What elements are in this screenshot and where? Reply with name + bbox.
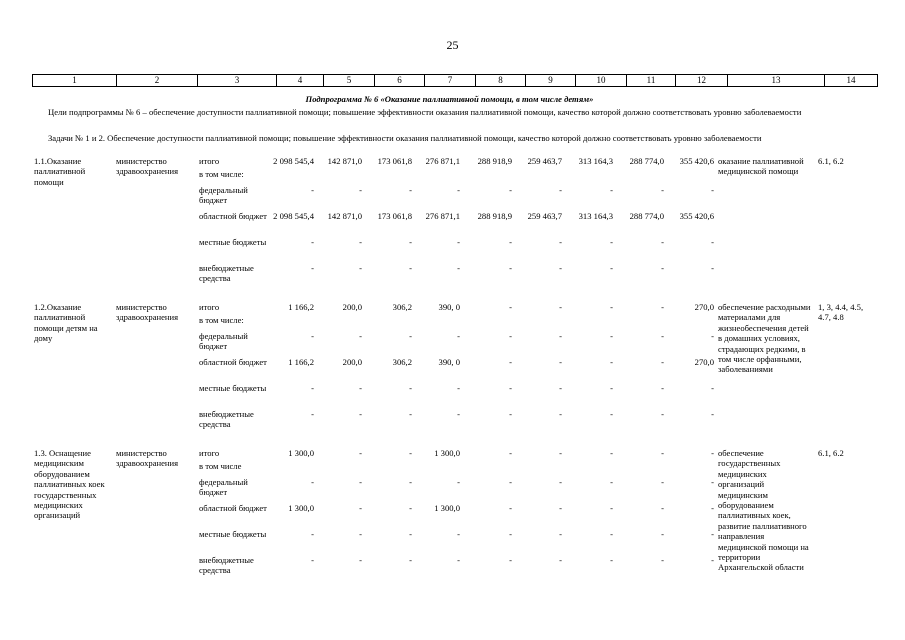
funding-value: - [661, 357, 664, 367]
funding-value: - [509, 302, 512, 312]
funding-value: - [457, 237, 460, 247]
funding-source-label: федеральный бюджет [199, 185, 248, 206]
funding-value: 270,0 [694, 357, 714, 367]
column-header-12: 12 [676, 75, 728, 87]
funding-value: 200,0 [342, 357, 362, 367]
funding-value: - [610, 263, 613, 273]
funding-value: - [359, 331, 362, 341]
column-header-13: 13 [728, 75, 825, 87]
funding-value: 1 166,2 [288, 302, 314, 312]
funding-source-label: областной бюджет [199, 357, 267, 367]
column-header-5: 5 [324, 75, 375, 87]
funding-value: - [711, 383, 714, 393]
funding-value: - [559, 331, 562, 341]
funding-source-label: в том числе [199, 461, 242, 471]
funding-value: - [661, 263, 664, 273]
funding-value: 313 164,3 [578, 156, 613, 166]
funding-value: - [457, 263, 460, 273]
funding-value: - [559, 357, 562, 367]
funding-value: - [509, 331, 512, 341]
funding-value: 288 774,0 [629, 211, 664, 221]
funding-value: - [610, 302, 613, 312]
funding-value: - [457, 477, 460, 487]
funding-value: - [409, 383, 412, 393]
funding-value: 306,2 [392, 302, 412, 312]
funding-value: - [311, 555, 314, 565]
funding-value: - [409, 503, 412, 513]
funding-value: 2 098 545,4 [273, 211, 314, 221]
activity-name: 1.3. Оснащение медицинским оборудованием паллиативных коек государственных медицинских организаций [34, 448, 105, 521]
column-header-2: 2 [117, 75, 198, 87]
funding-source-label: итого [199, 156, 220, 166]
column-header-3: 3 [198, 75, 277, 87]
funding-value: - [509, 383, 512, 393]
column-number-header [32, 74, 878, 87]
funding-value: - [509, 357, 512, 367]
funding-value: - [610, 237, 613, 247]
funding-value: - [661, 383, 664, 393]
funding-value: - [711, 331, 714, 341]
funding-value: - [610, 357, 613, 367]
funding-value: - [359, 529, 362, 539]
funding-value: - [711, 237, 714, 247]
funding-value: 390, 0 [438, 302, 460, 312]
funding-value: 259 463,7 [527, 156, 562, 166]
funding-value: - [509, 409, 512, 419]
funding-value: 270,0 [694, 302, 714, 312]
expected-result: обеспечение расходными материалами для жизнеобеспечения детей в домашних условиях, страдающих редкими, в том числе орфанными, заболеваниями [718, 302, 811, 375]
funding-value: - [409, 529, 412, 539]
funding-value: 355 420,6 [679, 211, 714, 221]
funding-value: 1 300,0 [288, 448, 314, 458]
funding-value: - [559, 477, 562, 487]
funding-source-label: областной бюджет [199, 211, 267, 221]
funding-value: - [509, 448, 512, 458]
funding-value: - [610, 477, 613, 487]
funding-source-label: областной бюджет [199, 503, 267, 513]
funding-value: - [559, 263, 562, 273]
funding-value: - [409, 448, 412, 458]
goals-text: Цели подпрограммы № 6 – обеспечение доступности паллиативной помощи; повышение эффективности оказания паллиативной помощи, качество которой должно соответствовать уровню заболеваемости [48, 107, 802, 117]
column-header-7: 7 [425, 75, 476, 87]
funding-value: 1 166,2 [288, 357, 314, 367]
funding-value: - [311, 237, 314, 247]
column-header-10: 10 [576, 75, 627, 87]
funding-value: - [509, 555, 512, 565]
funding-value: - [457, 555, 460, 565]
funding-value: - [661, 555, 664, 565]
column-header-6: 6 [375, 75, 425, 87]
funding-value: - [559, 383, 562, 393]
funding-value: - [661, 503, 664, 513]
funding-value: - [661, 185, 664, 195]
funding-value: - [359, 263, 362, 273]
funding-value: - [509, 185, 512, 195]
funding-value: - [509, 263, 512, 273]
funding-source-label: внебюджетные средства [199, 555, 254, 576]
funding-value: - [661, 477, 664, 487]
funding-value: - [711, 448, 714, 458]
funding-value: - [559, 237, 562, 247]
funding-value: 259 463,7 [527, 211, 562, 221]
expected-result: оказание паллиативной медицинской помощи [718, 156, 804, 177]
funding-value: 288 774,0 [629, 156, 664, 166]
expected-result: обеспечение государственных медицинских организаций медицинским оборудованием паллиативных коек, развитие паллиативного направления медицинской помощи на территории Архангельской области [718, 448, 809, 573]
funding-source-label: местные бюджеты [199, 237, 267, 247]
funding-value: 355 420,6 [679, 156, 714, 166]
column-header-9: 9 [526, 75, 576, 87]
funding-value: - [610, 331, 613, 341]
funding-value: 2 098 545,4 [273, 156, 314, 166]
funding-value: - [311, 409, 314, 419]
funding-value: 306,2 [392, 357, 412, 367]
funding-value: 173 061,8 [377, 211, 412, 221]
funding-value: - [409, 263, 412, 273]
funding-value: 200,0 [342, 302, 362, 312]
funding-value: - [457, 409, 460, 419]
funding-value: - [559, 448, 562, 458]
funding-value: - [559, 529, 562, 539]
funding-value: 288 918,9 [477, 156, 512, 166]
funding-value: - [661, 237, 664, 247]
funding-value: - [711, 503, 714, 513]
funding-value: - [359, 409, 362, 419]
funding-value: - [559, 185, 562, 195]
funding-value: - [509, 503, 512, 513]
funding-source-label: федеральный бюджет [199, 477, 248, 498]
funding-value: - [610, 409, 613, 419]
funding-value: - [559, 409, 562, 419]
activity-name: 1.2.Оказание паллиативной помощи детям на дому [34, 302, 98, 344]
funding-value: - [311, 477, 314, 487]
indicator-refs: 6.1, 6.2 [818, 448, 844, 458]
funding-value: - [711, 555, 714, 565]
funding-value: - [359, 383, 362, 393]
funding-value: - [409, 331, 412, 341]
page-number: 25 [446, 38, 459, 52]
funding-value: - [311, 383, 314, 393]
funding-value: - [409, 555, 412, 565]
executor: министерство здравоохранения [116, 302, 179, 323]
funding-value: 173 061,8 [377, 156, 412, 166]
funding-value: - [711, 477, 714, 487]
funding-value: - [409, 237, 412, 247]
funding-value: - [409, 409, 412, 419]
funding-value: - [610, 529, 613, 539]
funding-value: - [509, 477, 512, 487]
funding-source-label: внебюджетные средства [199, 409, 254, 430]
funding-value: - [559, 555, 562, 565]
funding-value: - [409, 477, 412, 487]
funding-value: - [359, 503, 362, 513]
funding-value: - [457, 383, 460, 393]
funding-value: - [359, 477, 362, 487]
funding-value: - [610, 555, 613, 565]
column-header-14: 14 [825, 75, 878, 87]
activity-name: 1.1.Оказание паллиативной помощи [34, 156, 86, 187]
funding-value: - [610, 383, 613, 393]
funding-value: 142 871,0 [327, 211, 362, 221]
funding-source-label: местные бюджеты [199, 529, 267, 539]
funding-value: - [359, 185, 362, 195]
funding-value: 313 164,3 [578, 211, 613, 221]
funding-value: - [311, 529, 314, 539]
funding-source-label: внебюджетные средства [199, 263, 254, 284]
funding-value: 1 300,0 [434, 503, 460, 513]
funding-source-label: в том числе: [199, 169, 244, 179]
funding-value: - [661, 409, 664, 419]
funding-value: - [661, 529, 664, 539]
funding-value: 1 300,0 [434, 448, 460, 458]
funding-value: - [711, 185, 714, 195]
funding-value: - [359, 237, 362, 247]
funding-value: - [359, 555, 362, 565]
funding-value: - [711, 263, 714, 273]
subprogram-title: Подпрограмма № 6 «Оказание паллиативной помощи, в том числе детям» [305, 94, 594, 104]
funding-value: - [509, 237, 512, 247]
funding-value: - [559, 503, 562, 513]
funding-value: - [509, 529, 512, 539]
funding-source-label: итого [199, 302, 220, 312]
executor: министерство здравоохранения [116, 156, 179, 177]
funding-value: - [661, 331, 664, 341]
funding-value: - [661, 448, 664, 458]
funding-value: - [711, 409, 714, 419]
column-header-8: 8 [476, 75, 526, 87]
funding-value: - [610, 185, 613, 195]
indicator-refs: 6.1, 6.2 [818, 156, 844, 166]
funding-source-label: местные бюджеты [199, 383, 267, 393]
funding-value: - [559, 302, 562, 312]
funding-value: - [457, 331, 460, 341]
funding-value: 142 871,0 [327, 156, 362, 166]
indicator-refs: 1, 3, 4.4, 4.5, 4.7, 4.8 [818, 302, 864, 323]
funding-value: 1 300,0 [288, 503, 314, 513]
funding-value: 288 918,9 [477, 211, 512, 221]
tasks-text: Задачи № 1 и 2. Обеспечение доступности паллиативной помощи; повышение эффективности оказания паллиативной помощи, качество которой должно соответствовать уровню заболеваемости [48, 133, 762, 143]
column-header-11: 11 [627, 75, 676, 87]
funding-value: 276 871,1 [425, 156, 460, 166]
funding-value: - [457, 185, 460, 195]
funding-value: 390, 0 [438, 357, 460, 367]
column-header-1: 1 [33, 75, 117, 87]
funding-value: - [359, 448, 362, 458]
funding-source-label: в том числе: [199, 315, 244, 325]
funding-value: - [610, 503, 613, 513]
funding-value: - [711, 529, 714, 539]
funding-value: - [610, 448, 613, 458]
funding-value: - [311, 331, 314, 341]
executor: министерство здравоохранения [116, 448, 179, 469]
funding-source-label: федеральный бюджет [199, 331, 248, 352]
funding-value: - [409, 185, 412, 195]
funding-value: - [311, 263, 314, 273]
funding-value: 276 871,1 [425, 211, 460, 221]
funding-value: - [311, 185, 314, 195]
funding-value: - [661, 302, 664, 312]
column-header-4: 4 [277, 75, 324, 87]
funding-value: - [457, 529, 460, 539]
funding-source-label: итого [199, 448, 220, 458]
